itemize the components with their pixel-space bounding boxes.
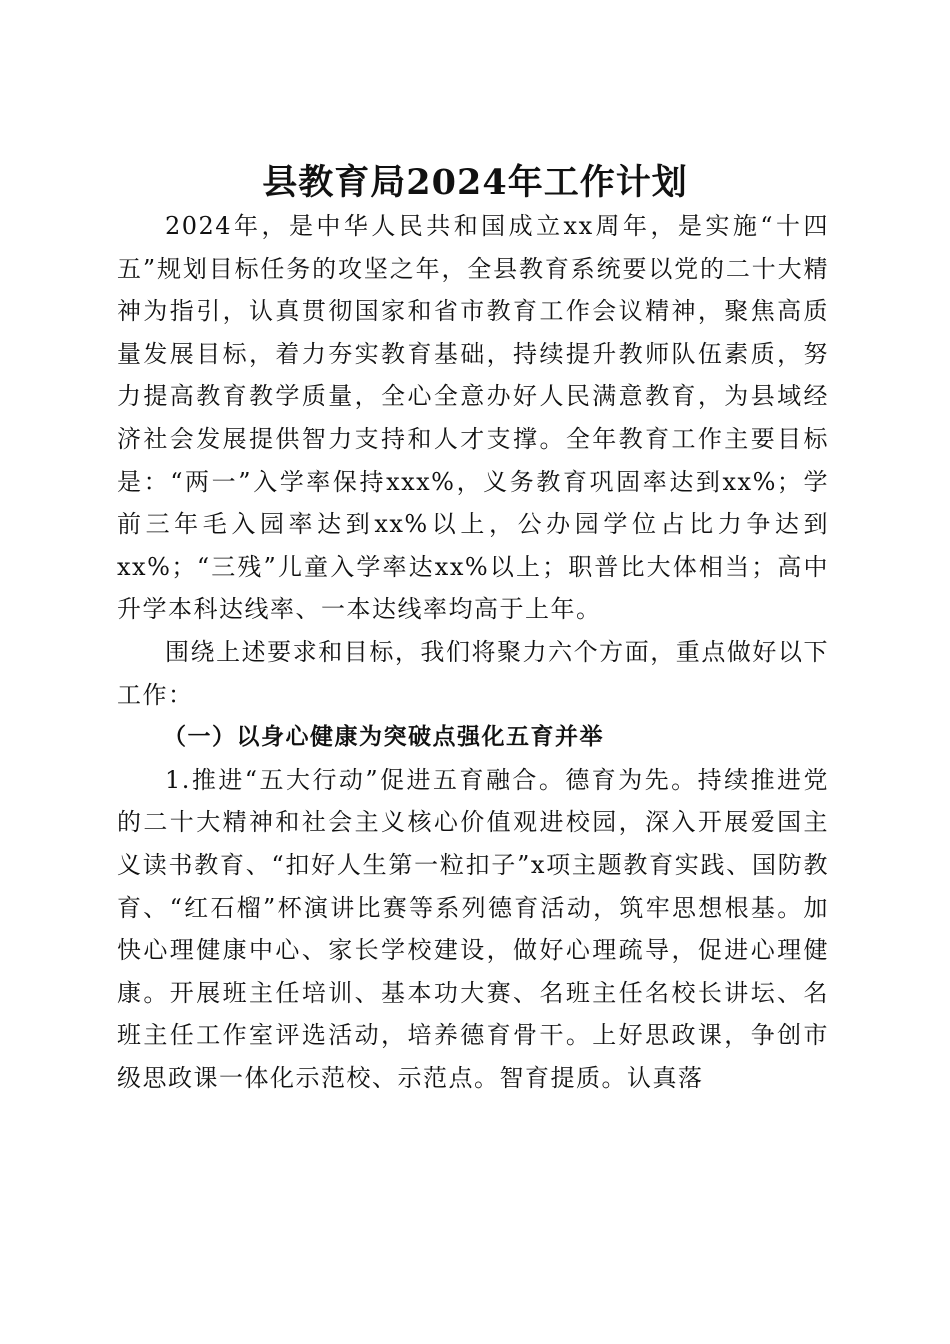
document-body — [117, 205, 829, 1099]
intro-paragraph: 2024年，是中华人民共和国成立xx周年，是实施“十四五”规划目标任务的攻坚之年，全县教育系统要以党的二十大精神为指引，认真贯彻国家和省市教育工作会议精神，聚焦高质量发展目标，着力夯实教育基础，持续提升教师队伍素质，努力提高教育教学质量，全心全意办好人民满意教育，为县域经济社会发展提供智力支持和人才支撑。全年教育工作主要目标是：“两一”入学率保持xxx%，义务教育巩固率达到xx%；学前三年毛入园率达到xx%以上，公办园学位占比力争达到xx%；“三残”儿童入学率达xx%以上；职普比大体相当；高中升学本科达线率、一本达线率均高于上年。 — [117, 212, 829, 624]
item-paragraph: 1.推进“五大行动”促进五育融合。德育为先。持续推进党的二十大精神和社会主义核心价值观进校园，深入开展爱国主义读书教育、“扣好人生第一粒扣子”x项主题教育实践、国防教育、“红石榴”杯演讲比赛等系列德育活动，筑牢思想根基。加快心理健康中心、家长学校建设，做好心理疏导，促进心理健康。开展班主任培训、基本功大赛、名班主任名校长讲坛、名班主任工作室评选活动，培养德育骨干。上好思政课，争创市级思政课一体化示范校、示范点。智育提质。认真落 — [117, 765, 829, 1092]
section-heading: （一）以身心健康为突破点强化五育并举 — [163, 724, 604, 751]
transition-paragraph: 围绕上述要求和目标，我们将聚力六个方面，重点做好以下工作： — [117, 637, 829, 709]
document-title: 县教育局2024年工作计划 — [262, 162, 688, 204]
